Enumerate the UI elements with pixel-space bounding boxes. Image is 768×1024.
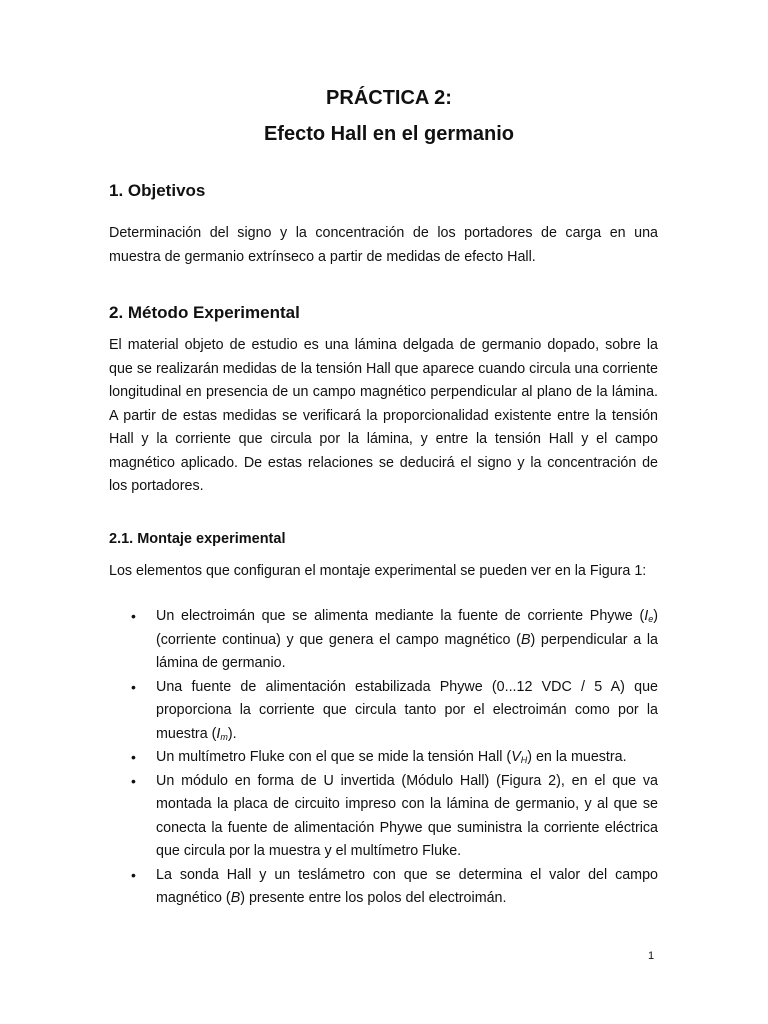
page-number: 1 [648,950,655,962]
section-heading-metodo: 2. Método Experimental [109,303,300,322]
objetivos-paragraph: Determinación del signo y la concentración de los portadores de carga en una muestra de germanio extrínseco a partir de medidas de efecto Hall. [109,225,658,265]
equipment-list [109,605,658,911]
item-text: ) en la muestra. [527,749,627,765]
item-text: ). [227,725,237,742]
list-item [109,864,658,911]
item-text: ) presente entre los polos del electroimán. [240,890,507,906]
symbol: I [644,608,649,624]
item-text: Un módulo en forma de U invertida (Módulo Hall) (Figura 2), en el que va montada la placa de circuito impreso con la lámina de germanio, y al que se conecta la fuente de alimentación Phywe que suministra la corriente eléctrica que circula por la muestra y el multímetro Fluke. [156,772,658,859]
document-title: PRÁCTICA 2: [326,87,452,109]
document-subtitle: Efecto Hall en el germanio [263,123,515,145]
metodo-paragraph: El material objeto de estudio es una lámina delgada de germanio dopado, sobre la que se realizarán medidas de la tensión Hall que aparece cuando circula una corriente longitudinal en presencia de un campo magnético perpendicular al plano de la lámina. A partir de estas medidas se verificará la proporcionalidad existente entre la tensión Hall y la corriente que circula por la lámina, y entre la tensión Hall y el campo magnético aplicado. De estas relaciones se deducirá el signo y la concentración de los portadores. [109,337,658,494]
list-item [109,770,658,864]
list-item [109,605,658,676]
bullet-icon: • [131,608,136,624]
item-text: Un electroimán que se alimenta mediante la fuente de corriente Phywe ( [156,608,645,624]
list-item [109,676,658,747]
symbol-subscript: e [648,614,654,624]
item-text: Una fuente de alimentación estabilizada Phywe (0...12 VDC / 5 A) que proporciona la corriente que circula tanto por el electroimán como por la muestra ( [156,678,658,742]
symbol: B [230,890,241,906]
bullet-icon: • [131,678,136,695]
list-item [109,746,658,770]
symbol: V [511,749,521,765]
symbol: B [520,631,531,648]
montaje-intro: Los elementos que configuran el montaje experimental se pueden ver en la Figura 1: [109,563,647,579]
symbol: I [216,725,221,742]
subsection-heading-montaje: 2.1. Montaje experimental [109,531,286,547]
bullet-icon: • [131,749,136,765]
item-text: Un multímetro Fluke con el que se mide la tensión Hall ( [156,749,512,765]
item-text: La sonda Hall y un teslámetro con que se determina el valor del campo magnético ( [156,866,658,906]
symbol-subscript: m [220,731,228,742]
section-heading-objetivos: 1. Objetivos [109,181,206,200]
item-text: ) perpendicular a la lámina de germanio. [156,631,659,671]
symbol-subscript: H [520,755,528,765]
bullet-icon: • [131,866,136,883]
bullet-icon: • [131,772,136,789]
item-text: ) (corriente continua) y que genera el campo magnético ( [156,608,658,648]
